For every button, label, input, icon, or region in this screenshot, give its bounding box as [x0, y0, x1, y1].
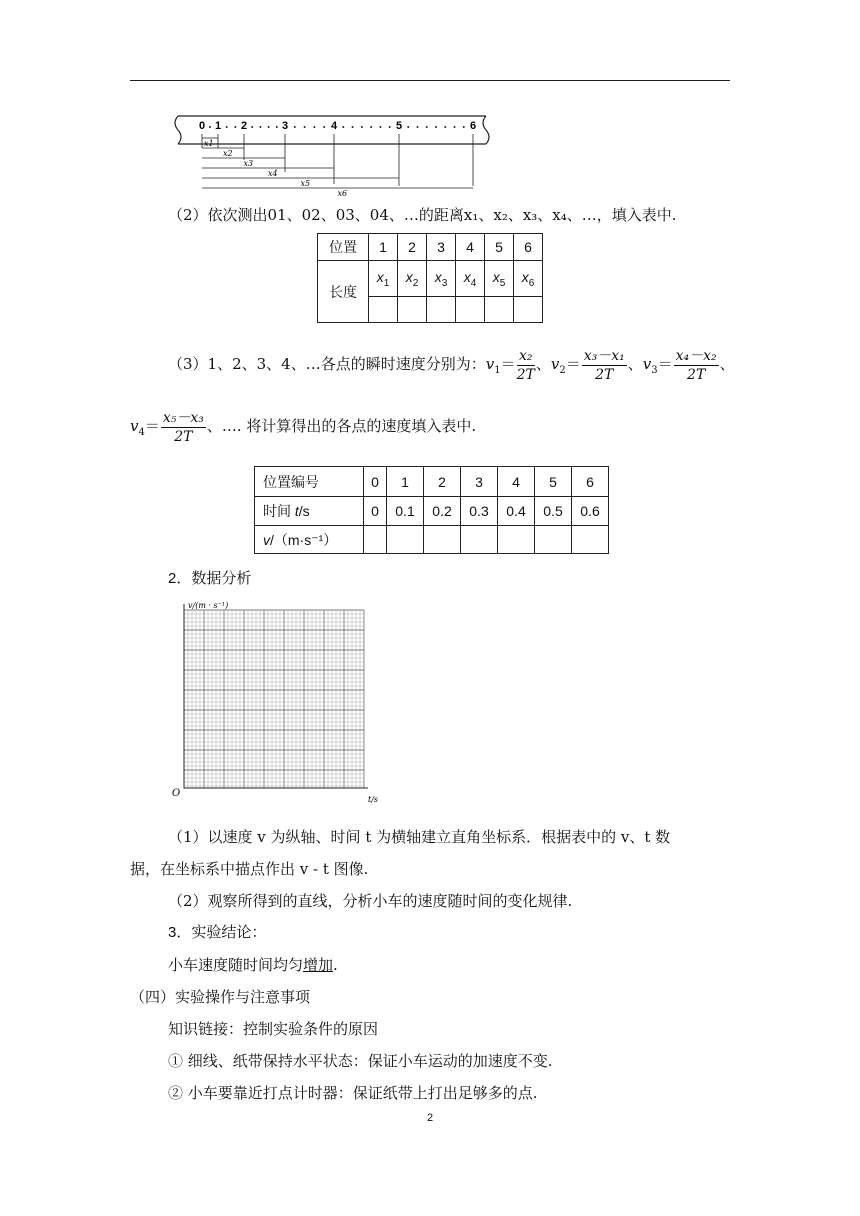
- tape-segment-label: x2: [223, 149, 233, 158]
- note-item-2: ② 小车要靠近打点计时器：保证纸带上打出足够多的点.: [168, 1084, 538, 1102]
- note-item-1: ① 细线、纸带保持水平状态：保证小车运动的加速度不变.: [168, 1052, 553, 1070]
- number-cell: 6: [572, 467, 609, 497]
- length-symbol-cell: $x_5$: [485, 261, 514, 297]
- tape-segment-label: x3: [243, 159, 254, 168]
- empty-cell: [498, 526, 535, 554]
- tape-dot: [342, 126, 344, 128]
- position-cell: 3: [427, 234, 456, 261]
- tape-dot: [209, 126, 211, 128]
- length-symbol-cell: $x_3$: [427, 261, 456, 297]
- y-axis-label: v/(m · s⁻¹): [188, 601, 229, 610]
- tape-dot: [417, 126, 419, 128]
- tape-point-label: 5: [396, 120, 403, 132]
- tape-dot: [251, 126, 253, 128]
- empty-cell: [427, 297, 456, 323]
- tape-segment-label: x6: [337, 189, 348, 198]
- time-header: 时间 t/s: [255, 497, 364, 526]
- fraction-v4: $\frac{\text{x₅－x₃}}{2T}$: [162, 409, 204, 445]
- time-cell: 0.1: [387, 497, 424, 526]
- tape-dot: [276, 126, 278, 128]
- position-cell: 2: [398, 234, 427, 261]
- length-table: [317, 233, 543, 323]
- tape-point-label: 3: [282, 120, 289, 132]
- length-symbol-cell: $x_1$: [369, 261, 398, 297]
- tape-point-label: 2: [241, 120, 248, 132]
- tape-dot: [361, 126, 363, 128]
- tape-dot: [352, 126, 354, 128]
- paper-tape-figure: [168, 110, 498, 198]
- tape-dot: [304, 126, 306, 128]
- empty-cell: [398, 297, 427, 323]
- section2-title: 2．数据分析: [168, 570, 252, 587]
- step3-line2: $v_4=$ $\frac{\text{x₅－x₃}}{2T}$ 、…. 将计算得出的各点的速度填入表中.: [130, 409, 477, 445]
- length-symbol-cell: $x_2$: [398, 261, 427, 297]
- fraction-v1: $\frac{\text{x₂}}{2T}$: [516, 347, 535, 383]
- position-cell: 5: [485, 234, 514, 261]
- position-cell: 1: [369, 234, 398, 261]
- tape-dot: [435, 126, 437, 128]
- section3-title: 3．实验结论：: [168, 924, 267, 941]
- tape-segment-label: x5: [300, 179, 311, 188]
- v-t-graph: [170, 596, 390, 808]
- step3-line1: （3）1、2、3、4、…各点的瞬时速度分别为：$v_1=$ $\frac{\text{x₂}}{2T}$ 、$v_2=$ $\frac{\text{x₃－x₁}}{2T}$ 、$v_3=$ $\frac{\text{x₄－x₂}}{2T}$ 、: [168, 347, 735, 383]
- velocity-table: [254, 466, 609, 554]
- tape-dot: [444, 126, 446, 128]
- tape-dot: [370, 126, 372, 128]
- page-number: 2: [426, 1112, 434, 1124]
- tape-dot: [407, 126, 409, 128]
- tape-dot: [454, 126, 456, 128]
- tape-dot: [294, 126, 296, 128]
- position-header: 位置: [318, 234, 369, 261]
- tape-dot: [259, 126, 261, 128]
- time-cell: 0: [364, 497, 387, 526]
- tape-dot: [234, 126, 236, 128]
- tape-point-label: 1: [215, 120, 222, 132]
- length-symbol-cell: $x_6$: [514, 261, 543, 297]
- number-cell: 0: [364, 467, 387, 497]
- tape-dot: [268, 126, 270, 128]
- tape-dot: [313, 126, 315, 128]
- empty-cell: [535, 526, 572, 554]
- length-symbol-cell: $x_4$: [456, 261, 485, 297]
- number-cell: 4: [498, 467, 535, 497]
- tape-dot: [379, 126, 381, 128]
- tape-dot: [426, 126, 428, 128]
- para1-line2: 据，在坐标系中描点作出 v - t 图像.: [130, 860, 369, 878]
- velocity-header: v/（m·s⁻¹）: [255, 526, 364, 554]
- time-cell: 0.6: [572, 497, 609, 526]
- origin-label: O: [172, 788, 181, 799]
- header-rule: [130, 80, 730, 81]
- empty-cell: [514, 297, 543, 323]
- link-text: 知识链接：控制实验条件的原因: [168, 1020, 379, 1038]
- empty-cell: [369, 297, 398, 323]
- conclusion-answer: 增加: [303, 956, 334, 974]
- position-cell: 6: [514, 234, 543, 261]
- number-cell: 3: [461, 467, 498, 497]
- x-axis-label: t/s: [368, 795, 379, 804]
- fraction-v2: $\frac{\text{x₃－x₁}}{2T}$: [583, 347, 625, 383]
- number-header: 位置编号: [255, 467, 364, 497]
- section4-title: （四）实验操作与注意事项: [130, 988, 311, 1006]
- para1-line1: （1）以速度 v 为纵轴、时间 t 为横轴建立直角坐标系．根据表中的 v、t 数: [168, 828, 671, 846]
- time-cell: 0.5: [535, 497, 572, 526]
- empty-cell: [424, 526, 461, 554]
- position-cell: 4: [456, 234, 485, 261]
- tape-segment-label: x4: [268, 169, 278, 178]
- tape-dot: [226, 126, 228, 128]
- empty-cell: [364, 526, 387, 554]
- empty-cell: [456, 297, 485, 323]
- tape-segment-label: x1: [204, 139, 214, 148]
- length-header: 长度: [318, 261, 369, 323]
- tape-point-label: 0: [199, 120, 206, 132]
- tape-point-label: 6: [470, 120, 477, 132]
- number-cell: 1: [387, 467, 424, 497]
- number-cell: 2: [424, 467, 461, 497]
- para2: （2）观察所得到的直线，分析小车的速度随时间的变化规律.: [168, 892, 573, 910]
- tape-point-label: 4: [331, 120, 338, 132]
- conclusion: 小车速度随时间均匀增加.: [168, 956, 338, 974]
- tape-dot: [323, 126, 325, 128]
- time-cell: 0.4: [498, 497, 535, 526]
- empty-cell: [572, 526, 609, 554]
- time-cell: 0.2: [424, 497, 461, 526]
- empty-cell: [387, 526, 424, 554]
- empty-cell: [485, 297, 514, 323]
- time-cell: 0.3: [461, 497, 498, 526]
- number-cell: 5: [535, 467, 572, 497]
- step2-text: （2）依次测出01、02、03、04、…的距离x₁、x₂、x₃、x₄、…，填入表中.: [168, 206, 677, 224]
- fraction-v3: $\frac{\text{x₄－x₂}}{2T}$: [675, 347, 717, 383]
- tape-dot: [389, 126, 391, 128]
- tape-dot: [463, 126, 465, 128]
- empty-cell: [461, 526, 498, 554]
